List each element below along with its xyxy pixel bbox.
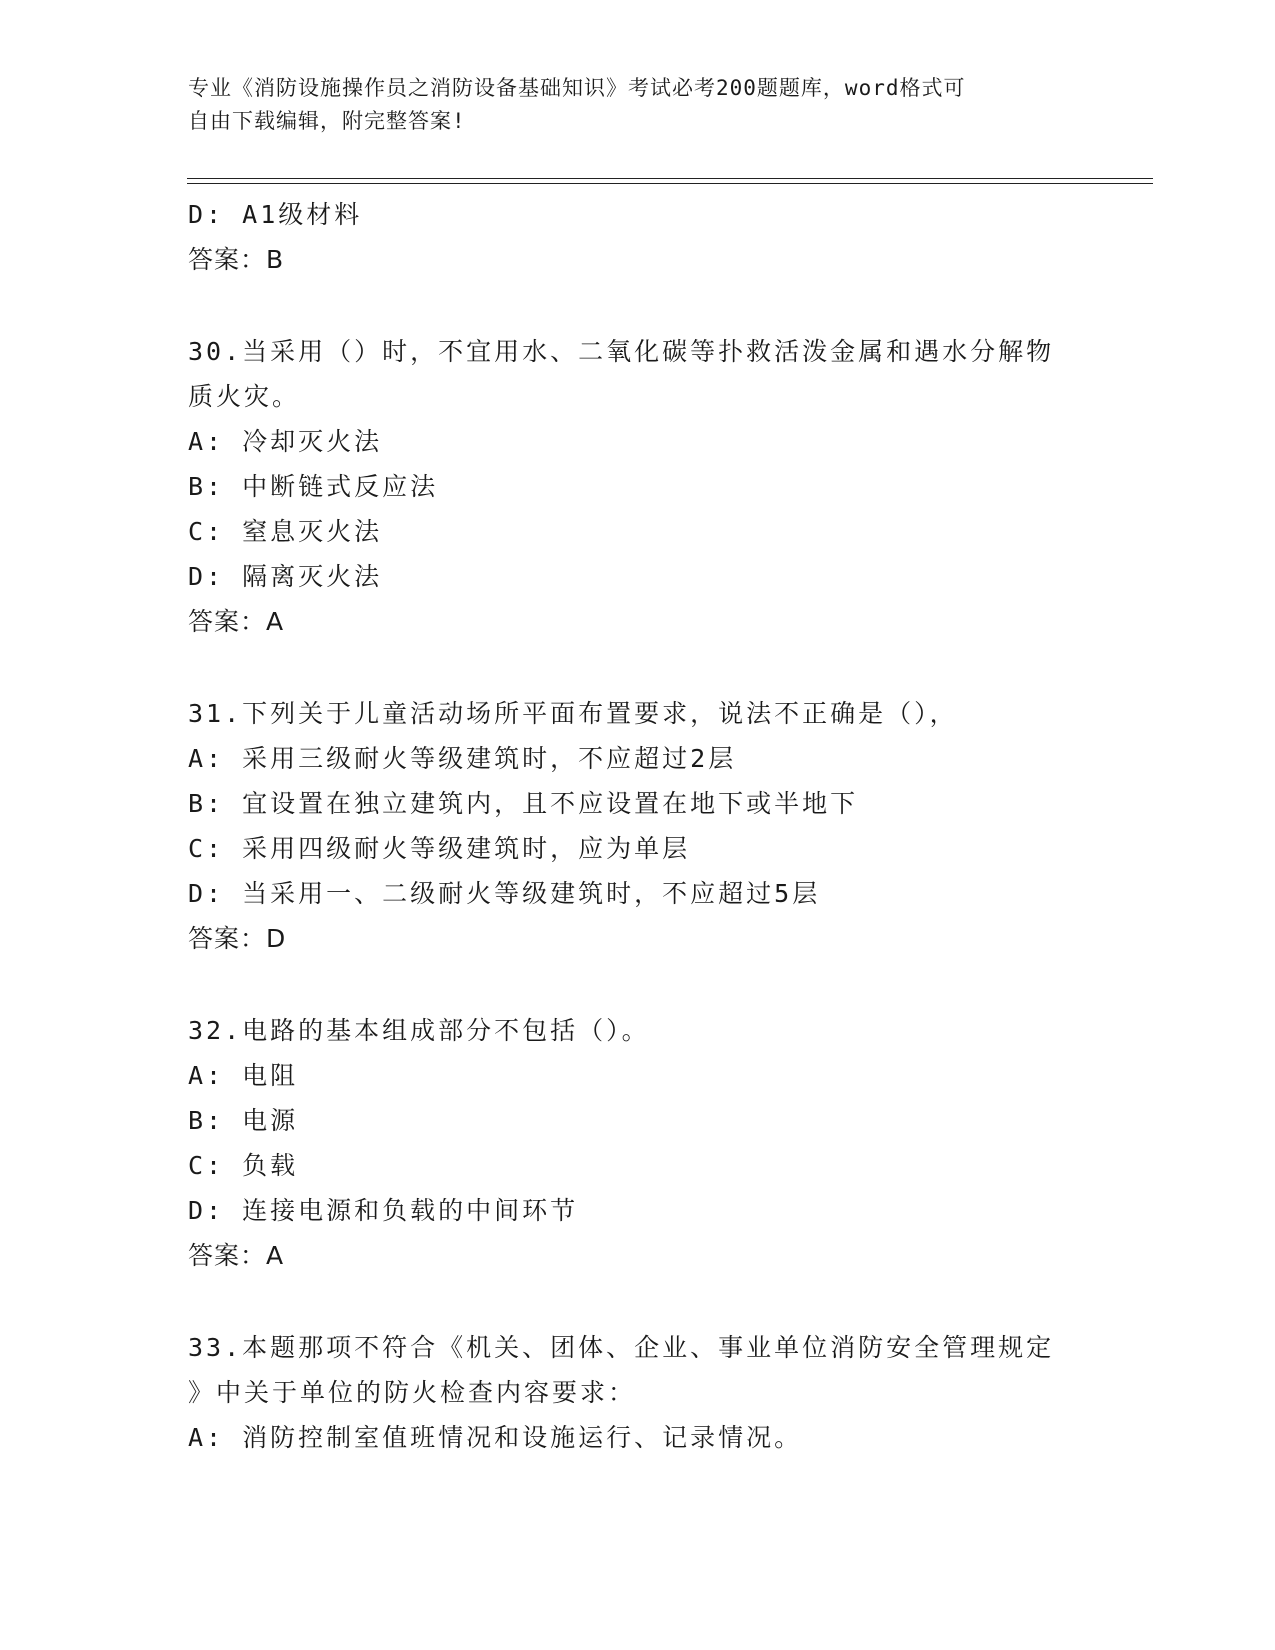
question-33 <box>188 1325 1088 1460</box>
option-a: A: 采用三级耐火等级建筑时，不应超过2层 <box>188 744 737 773</box>
option-c: C: 负载 <box>188 1151 299 1180</box>
question-29-tail <box>188 192 1088 282</box>
header-divider-bottom <box>187 183 1153 184</box>
header-divider-top <box>187 178 1153 179</box>
option-a: A: 冷却灭火法 <box>188 427 383 456</box>
option-b: B: 宜设置在独立建筑内，且不应设置在地下或半地下 <box>188 789 859 818</box>
document-header <box>188 72 1088 138</box>
option-b: B: 中断链式反应法 <box>188 472 439 501</box>
option-d: D: A1级材料 <box>188 200 363 229</box>
option-d: D: 连接电源和负载的中间环节 <box>188 1196 579 1225</box>
header-line-1: 专业《消防设施操作员之消防设备基础知识》考试必考200题题库，word格式可 <box>188 76 966 100</box>
option-c: C: 采用四级耐火等级建筑时，应为单层 <box>188 834 691 863</box>
answer: 答案：B <box>188 245 285 274</box>
question-list <box>188 192 1088 1460</box>
question-stem-continued: 》中关于单位的防火检查内容要求： <box>188 1378 637 1407</box>
option-d: D: 当采用一、二级耐火等级建筑时，不应超过5层 <box>188 879 821 908</box>
question-stem-continued: 质火灾。 <box>188 382 301 411</box>
option-b: B: 电源 <box>188 1106 299 1135</box>
option-a: A: 电阻 <box>188 1061 299 1090</box>
answer: 答案：A <box>188 1241 285 1270</box>
question-stem: 31.下列关于儿童活动场所平面布置要求，说法不正确是（）， <box>188 699 958 728</box>
answer: 答案：D <box>188 924 287 953</box>
question-stem: 30.当采用（）时，不宜用水、二氧化碳等扑救活泼金属和遇水分解物 <box>188 337 1055 366</box>
option-a: A: 消防控制室值班情况和设施运行、记录情况。 <box>188 1423 803 1452</box>
option-c: C: 窒息灭火法 <box>188 517 383 546</box>
question-stem: 33.本题那项不符合《机关、团体、企业、事业单位消防安全管理规定 <box>188 1333 1055 1362</box>
question-31 <box>188 691 1088 961</box>
header-line-2: 自由下载编辑，附完整答案! <box>188 109 466 133</box>
answer: 答案：A <box>188 607 285 636</box>
option-d: D: 隔离灭火法 <box>188 562 383 591</box>
question-stem: 32.电路的基本组成部分不包括（）。 <box>188 1016 650 1045</box>
question-30 <box>188 329 1088 644</box>
question-32 <box>188 1008 1088 1278</box>
